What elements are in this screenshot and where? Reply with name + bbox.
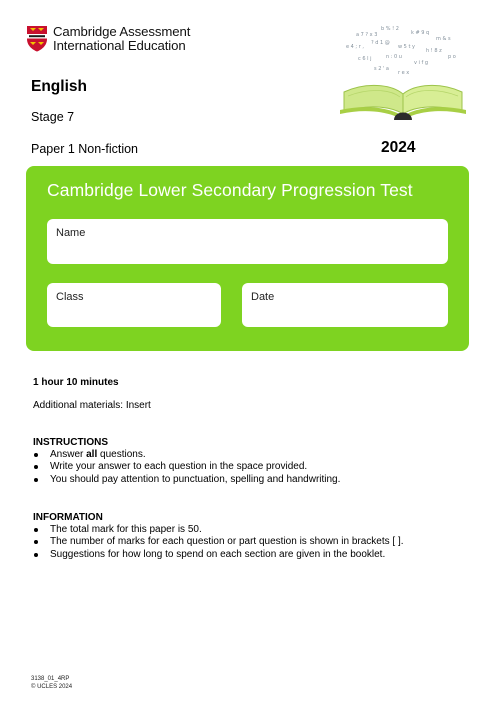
logo-line-2: International Education xyxy=(53,38,186,53)
svg-text:n : 0 u: n : 0 u xyxy=(386,54,402,60)
list-item: You should pay attention to punctuation, spelling and handwriting. xyxy=(33,474,463,486)
svg-text:b % ! 2: b % ! 2 xyxy=(381,26,399,32)
svg-text:s 2 ' a: s 2 ' a xyxy=(374,66,389,72)
svg-text:? d 1 @: ? d 1 @ xyxy=(371,40,390,46)
svg-text:e 4 ; r ,: e 4 ; r , xyxy=(346,44,364,50)
information-heading: INFORMATION xyxy=(33,512,103,523)
list-item: Suggestions for how long to spend on each section are given in the booklet. xyxy=(33,549,463,561)
instruction-1-post: questions. xyxy=(97,449,146,460)
footer xyxy=(31,676,72,691)
logo-line-1: Cambridge Assessment xyxy=(53,24,191,39)
list-item xyxy=(33,449,463,461)
name-field[interactable] xyxy=(47,219,448,264)
open-book-illustration xyxy=(336,22,471,127)
svg-text:w 5 t y: w 5 t y xyxy=(398,44,415,50)
paper-code: 3138_01_4RP xyxy=(31,676,70,682)
svg-text:a 7 ? x 3: a 7 ? x 3 xyxy=(356,32,378,38)
paper-label: Paper 1 Non-fiction xyxy=(31,142,139,156)
svg-text:r e x: r e x xyxy=(398,70,410,76)
svg-text:m & s: m & s xyxy=(436,36,451,42)
candidate-details-panel xyxy=(26,166,469,351)
list-item: The total mark for this paper is 50. xyxy=(33,524,463,536)
svg-text:v i f g: v i f g xyxy=(414,60,429,66)
information-section xyxy=(33,512,463,561)
svg-text:h ! 8 z: h ! 8 z xyxy=(426,48,442,54)
materials-text: Additional materials: Insert xyxy=(33,400,151,411)
date-field[interactable] xyxy=(242,283,448,327)
list-item: Write your answer to each question in the space provided. xyxy=(33,461,463,473)
duration-text: 1 hour 10 minutes xyxy=(33,377,119,388)
class-field-label: Class xyxy=(56,291,84,303)
svg-text:p o: p o xyxy=(448,54,456,60)
stage-label: Stage 7 xyxy=(31,110,75,124)
instruction-1-pre: Answer xyxy=(50,449,87,460)
list-item: The number of marks for each question or part question is shown in brackets [ ]. xyxy=(33,536,463,548)
test-title: Cambridge Lower Secondary Progression Test xyxy=(47,180,413,200)
information-list xyxy=(33,524,463,561)
cambridge-logo xyxy=(26,25,226,55)
instructions-section xyxy=(33,437,463,486)
date-field-label: Date xyxy=(251,291,275,303)
class-field[interactable] xyxy=(47,283,221,327)
name-field-label: Name xyxy=(56,227,86,239)
year-label: 2024 xyxy=(381,139,416,156)
subject-heading: English xyxy=(31,78,87,95)
copyright-text: © UCLES 2024 xyxy=(31,683,73,690)
svg-text:c 6 l j: c 6 l j xyxy=(358,56,372,62)
instructions-heading: INSTRUCTIONS xyxy=(33,437,108,448)
svg-text:k # 9 q: k # 9 q xyxy=(411,30,430,36)
cambridge-shield-icon xyxy=(26,25,48,52)
instructions-list xyxy=(33,449,463,486)
instruction-1-bold: all xyxy=(86,449,98,460)
